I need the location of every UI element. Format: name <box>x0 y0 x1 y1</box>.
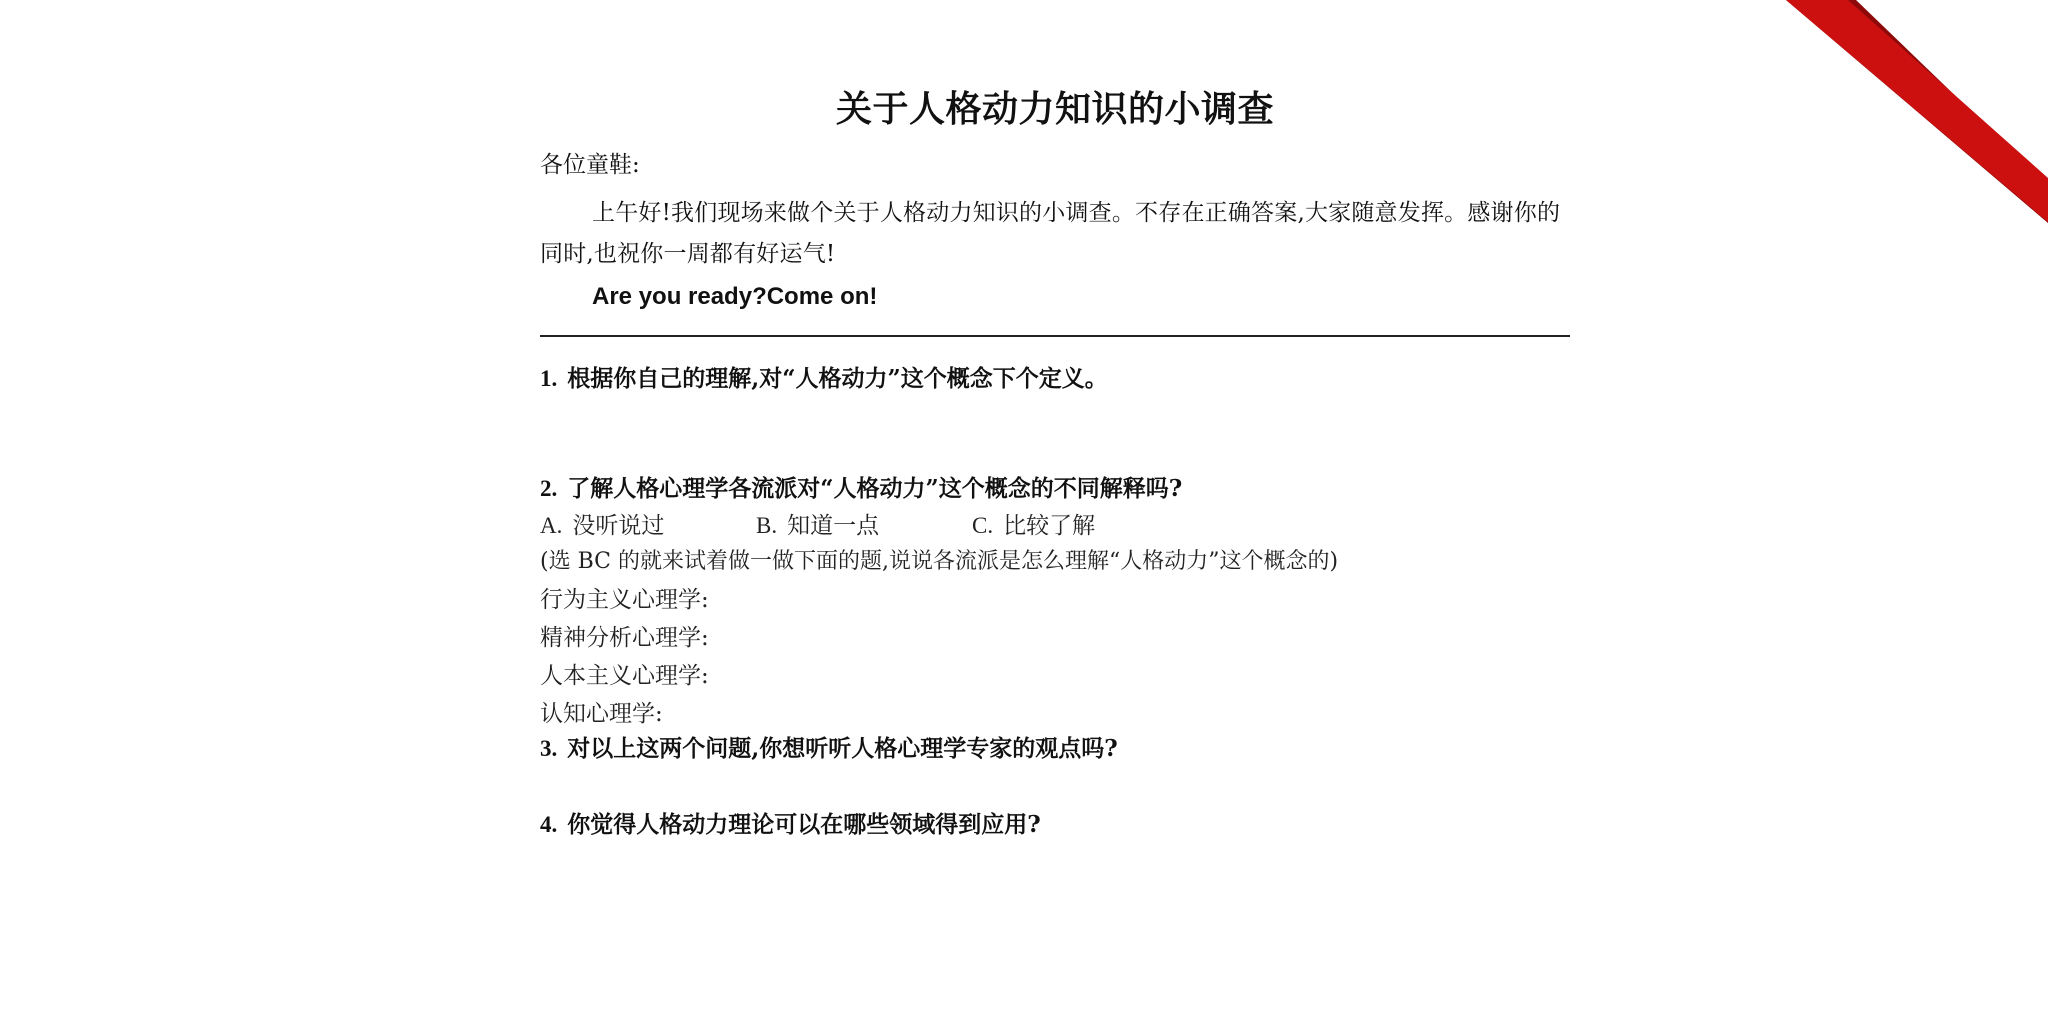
question-number: 1. <box>540 366 558 391</box>
answer-options <box>540 509 1570 543</box>
horizontal-rule <box>540 335 1570 337</box>
question-4 <box>540 809 1570 841</box>
option-label: 知道一点 <box>787 513 880 539</box>
option-letter: C. <box>972 513 994 538</box>
school-humanistic: 人本主义心理学: <box>540 663 709 689</box>
ready-line: Are you ready?Come on! <box>592 283 878 310</box>
question-text: 根据你自己的理解,对“人格动力”这个概念下个定义。 <box>567 365 1108 392</box>
school-psychoanalysis: 精神分析心理学: <box>540 625 709 651</box>
question-text: 了解人格心理学各流派对“人格动力”这个概念的不同解释吗? <box>567 475 1183 502</box>
question-number: 3. <box>540 736 558 761</box>
option-label: 没听说过 <box>572 513 665 539</box>
option-letter: A. <box>540 513 563 538</box>
school-behaviorism: 行为主义心理学: <box>540 587 709 613</box>
page-title: 关于人格动力知识的小调查 <box>835 89 1274 130</box>
option-c[interactable] <box>972 509 1095 543</box>
instruction-note: (选 BC 的就来试着做一做下面的题,说说各流派是怎么理解“人格动力”这个概念的) <box>540 549 1339 574</box>
option-b[interactable] <box>756 509 972 543</box>
question-1 <box>540 363 1570 395</box>
question-number: 2. <box>540 476 558 501</box>
option-a[interactable] <box>540 509 756 543</box>
question-2 <box>540 473 1570 505</box>
question-number: 4. <box>540 812 558 837</box>
option-label: 比较了解 <box>1003 513 1096 539</box>
question-3 <box>540 733 1570 765</box>
intro-paragraph: 上午好!我们现场来做个关于人格动力知识的小调查。不存在正确答案,大家随意发挥。感谢你的同时,也祝你一周都有好运气! <box>540 200 1561 267</box>
question-text: 你觉得人格动力理论可以在哪些领域得到应用? <box>567 811 1041 838</box>
option-letter: B. <box>756 513 778 538</box>
school-cognitive: 认知心理学: <box>540 701 663 727</box>
question-text: 对以上这两个问题,你想听听人格心理学专家的观点吗? <box>567 735 1118 762</box>
survey-document <box>540 89 1570 841</box>
greeting: 各位童鞋: <box>540 152 640 178</box>
